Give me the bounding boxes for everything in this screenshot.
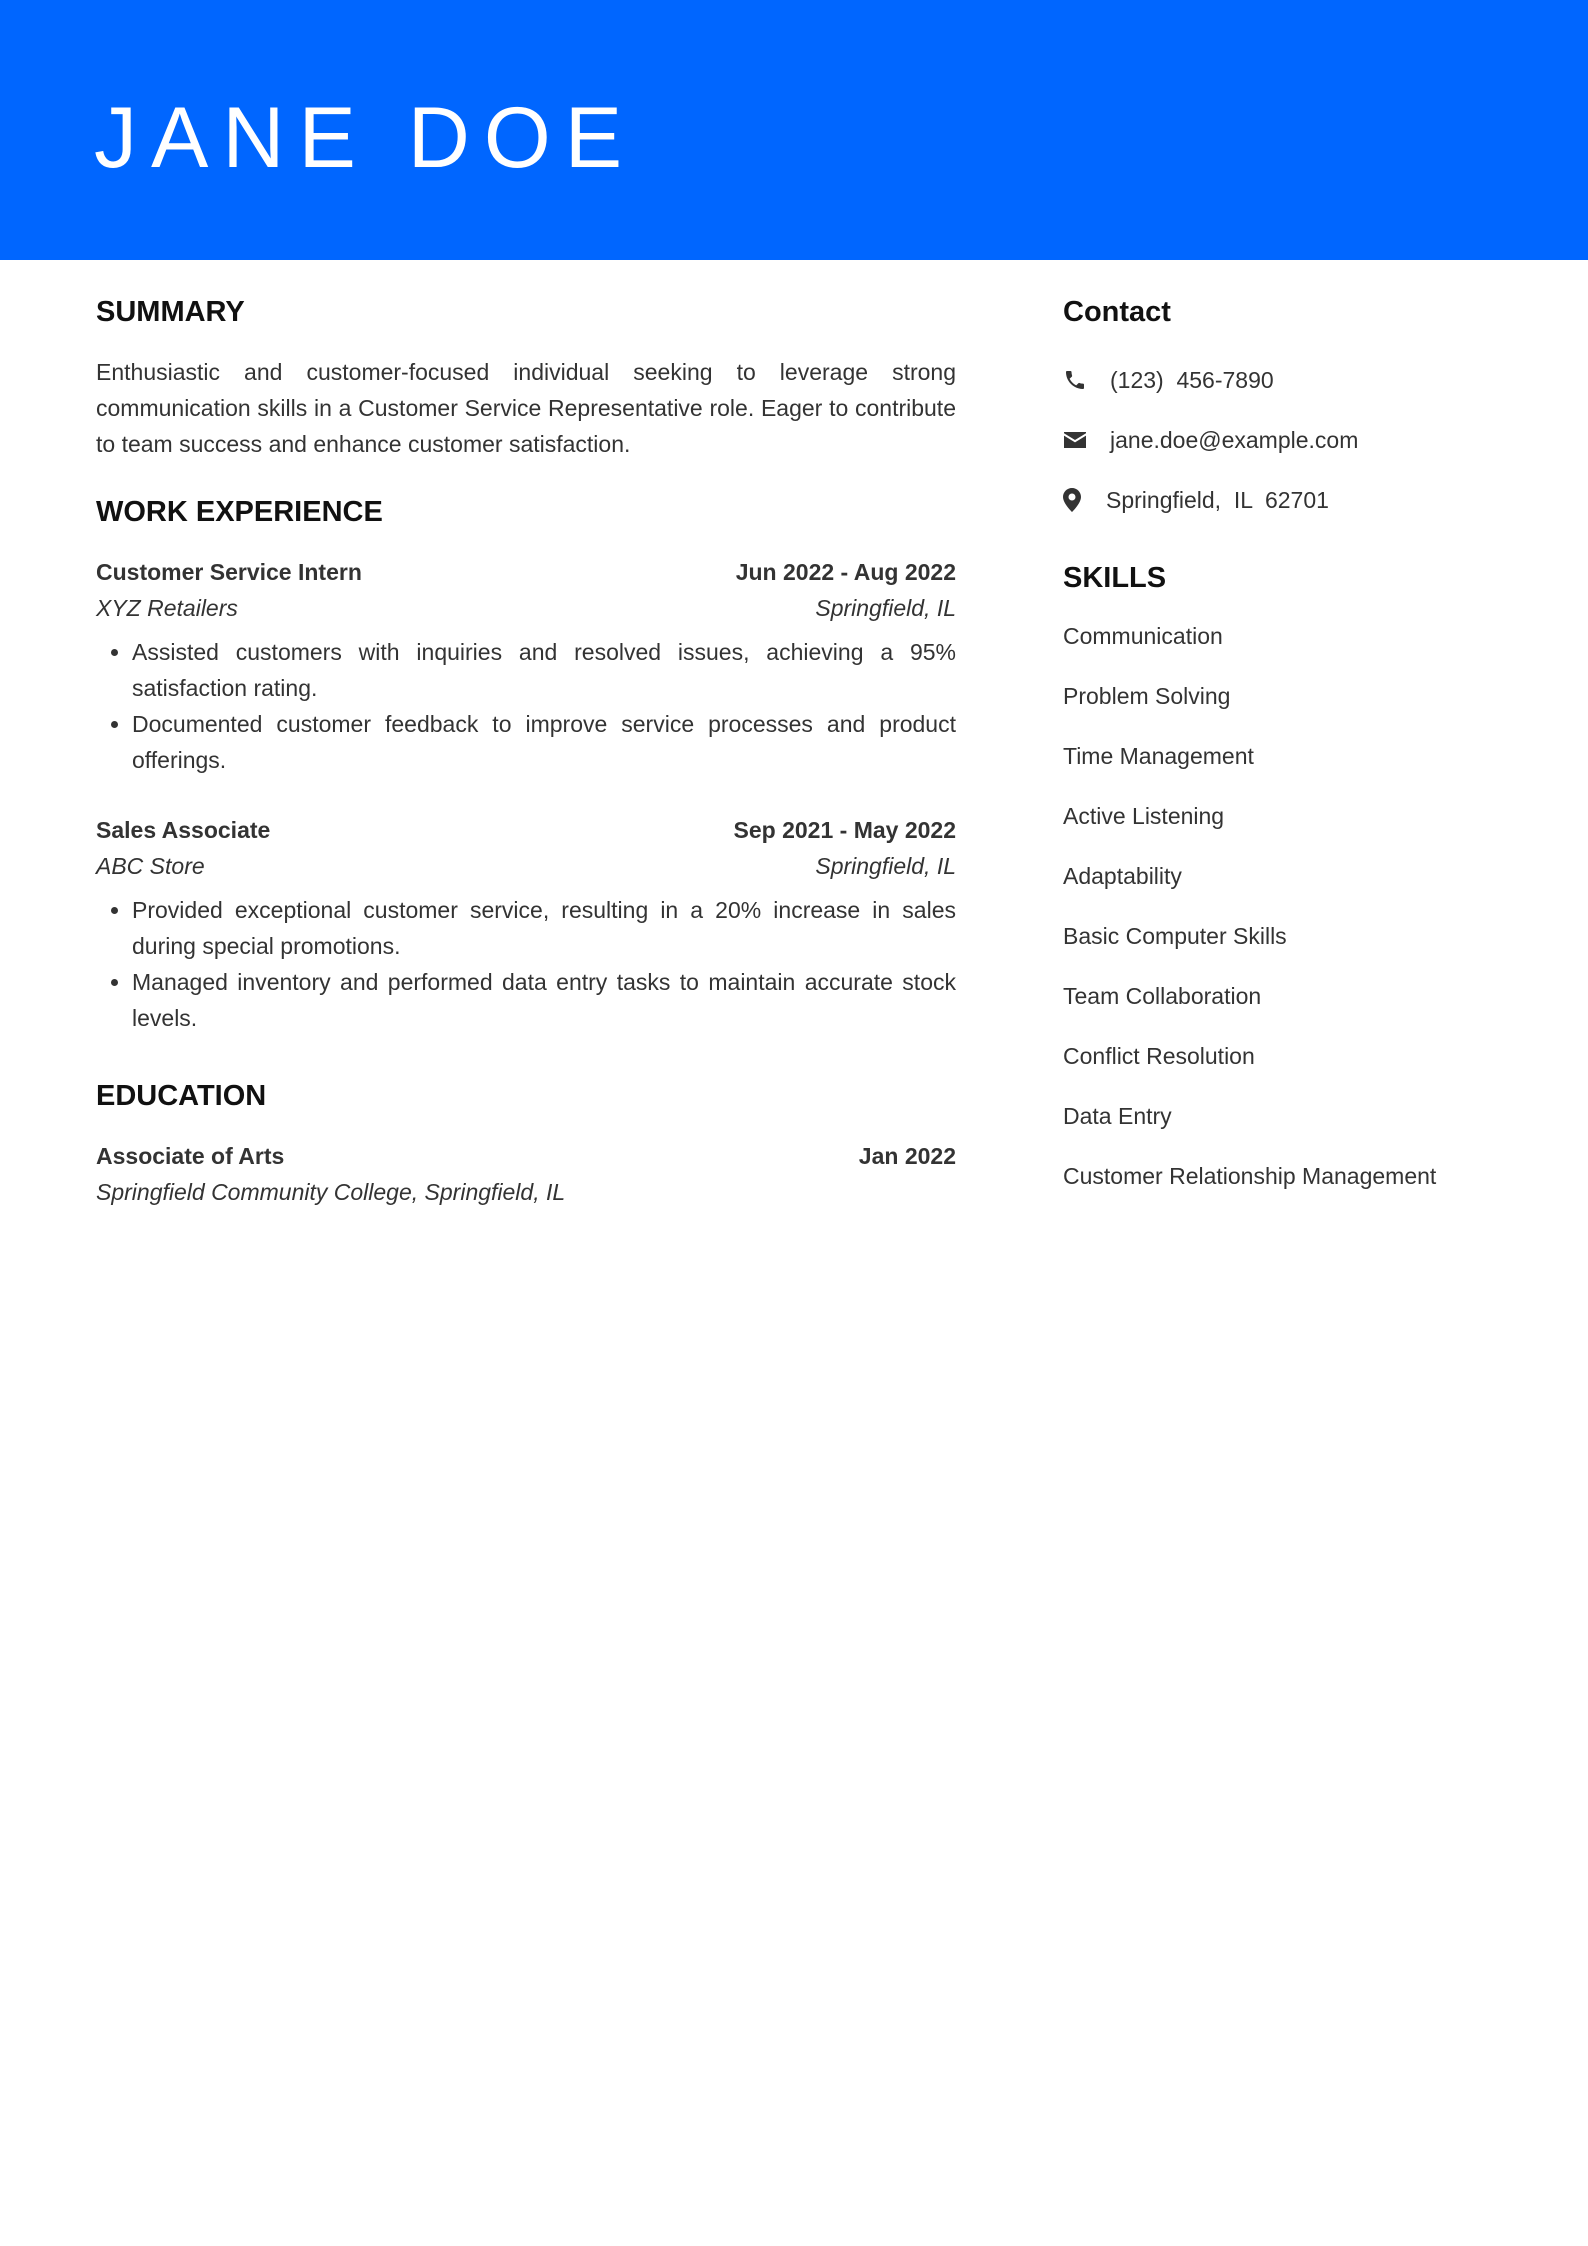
job-role: Customer Service Intern — [96, 559, 362, 585]
phone-icon — [1063, 367, 1089, 393]
job-bullet: • Managed inventory and performed data entry tasks to maintain accurate stock levels. — [132, 964, 956, 1036]
sidebar-column — [1063, 292, 1523, 1218]
school: Springfield Community College, Springfield, IL — [96, 1179, 566, 1205]
job-role: Sales Associate — [96, 817, 271, 843]
job-bullet: • Assisted customers with inquiries and resolved issues, achieving a 95% satisfaction rating. — [132, 634, 956, 706]
job-bullets — [96, 892, 956, 1036]
job-company: ABC Store — [96, 853, 205, 879]
envelope-icon — [1063, 427, 1089, 453]
work-experience-heading: WORK EXPERIENCE — [96, 496, 383, 528]
job-entry — [96, 554, 956, 778]
summary-text: Enthusiastic and customer-focused individual seeking to leverage strong communication skills in a Customer Service Representative role. Eager to contribute to team success and enhance customer satisfaction. — [96, 359, 956, 457]
map-pin-icon — [1063, 487, 1085, 513]
job-location: Springfield, IL — [815, 853, 956, 879]
skill-item: Adaptability — [1063, 863, 1182, 889]
job-dates: Sep 2021 - May 2022 — [733, 817, 956, 843]
candidate-name: JANE DOE — [94, 90, 637, 186]
summary-heading: SUMMARY — [96, 296, 245, 328]
skill-item: Conflict Resolution — [1063, 1043, 1255, 1069]
job-bullet: • Documented customer feedback to improve service processes and product offerings. — [132, 706, 956, 778]
contact-phone — [1063, 362, 1523, 398]
job-location: Springfield, IL — [815, 595, 956, 621]
skill-item: Customer Relationship Management — [1063, 1163, 1437, 1189]
skill-item: Basic Computer Skills — [1063, 923, 1287, 949]
skill-item: Communication — [1063, 623, 1223, 649]
education-entry — [96, 1138, 956, 1210]
skills-heading: SKILLS — [1063, 562, 1167, 594]
skill-item: Team Collaboration — [1063, 983, 1262, 1009]
education-heading: EDUCATION — [96, 1080, 267, 1112]
contact-location — [1063, 482, 1523, 518]
graduation-date: Jan 2022 — [858, 1143, 956, 1169]
skill-item: Data Entry — [1063, 1103, 1172, 1129]
header-banner — [0, 0, 1588, 260]
location-text: Springfield, IL 62701 — [1106, 487, 1329, 513]
contact-email — [1063, 422, 1523, 458]
job-dates: Jun 2022 - Aug 2022 — [735, 559, 956, 585]
email-address: jane.doe@example.com — [1110, 427, 1359, 453]
main-column — [96, 292, 956, 1210]
job-bullets — [96, 634, 956, 778]
job-bullet: • Provided exceptional customer service, resulting in a 20% increase in sales during special promotions. — [132, 892, 956, 964]
degree: Associate of Arts — [96, 1143, 285, 1169]
job-entry — [96, 812, 956, 1036]
contact-list — [1063, 362, 1523, 518]
skill-item: Active Listening — [1063, 803, 1225, 829]
skill-item: Time Management — [1063, 743, 1254, 769]
phone-number: (123) 456-7890 — [1110, 367, 1274, 393]
skill-item: Problem Solving — [1063, 683, 1231, 709]
contact-heading: Contact — [1063, 296, 1171, 328]
job-company: XYZ Retailers — [96, 595, 238, 621]
skill-list — [1063, 618, 1523, 1194]
